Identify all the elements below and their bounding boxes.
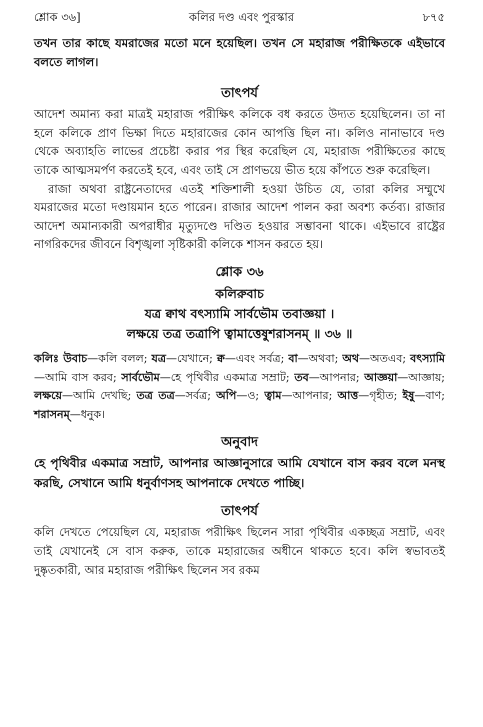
synonym-meaning: সর্বত্র: [185, 389, 208, 403]
purport-paragraph-1: আদেশ অমান্য করা মাত্রই মহারাজ পরীক্ষিৎ কলিকে বধ করতে উদ্যত হয়েছিলেন। তা না হলে কলিকে প্রাণ ভিক্ষা দিতে মহারাজের কোন আপত্তি ছিল না। কলিও নানাভাবে দণ্ড থেকে অব্যাহতি লাভের প্রচেষ্টা করার পর স্থির করেছিল যে, মহারাজ পরীক্ষিতের কাছে তাকে আত্মসমর্পণ করতেই হবে, এবং তাই সে প্রাণভয়ে ভীত হয়ে কাঁপতে শুরু করেছিল।: [34, 107, 445, 177]
verse-speaker: কলিরুবাচ: [215, 285, 264, 301]
synonym-word: আত্ত: [337, 389, 359, 403]
synonym-word: বৎস্যামি: [410, 351, 445, 365]
synonym-meaning: কলি বলল: [98, 351, 144, 365]
verse-line-2: লক্ষয়ে তত্র তত্রাপি ত্বামাত্তেষুশরাসনম্ ॥ ৩৬ ॥: [126, 325, 353, 341]
synonym-word: তত্র তত্র: [136, 389, 175, 403]
synonym-meaning: আমি বাস করব: [45, 370, 113, 384]
synonym-word: তব: [294, 370, 309, 384]
synonym-meaning: এবং সর্বত্র: [235, 351, 281, 365]
synonym-meaning: বাণ: [425, 389, 442, 403]
header-chapter-title: কলির দণ্ড এবং পুরস্কার: [188, 10, 295, 24]
synonym-meaning: ধনুক: [80, 407, 102, 421]
synonym-meaning: অতএব: [370, 351, 403, 365]
purport-2-paragraph: কলি দেখতে পেয়েছিল যে, মহারাজ পরীক্ষিৎ ছিলেন সারা পৃথিবীর একচ্ছত্র সম্রাট, এবং তাই যেখানেই সে বাস করুক, তাকে মহারাজের অধীনে থাকতে হবে। কলি স্বভাবতই দুষ্কৃতকারী, আর মহারাজ পরীক্ষিৎ ছিলেন সব রকম: [34, 525, 445, 577]
header-verse-ref: শ্লোক ৩৬]: [34, 10, 81, 24]
translation-heading: অনুবাদ: [221, 435, 258, 451]
synonym-word: ক্ব: [216, 351, 225, 365]
synonym-meaning: আপনার: [319, 370, 356, 384]
verse-heading: শ্লোক ৩৬: [215, 264, 264, 280]
translation-text: হে পৃথিবীর একমাত্র সম্রাট, আপনার আজ্ঞানুসারে আমি যেখানে বাস করব বলে মনস্থ করছি, সেখানে আমি ধনুর্বাণসহ আপনাকে দেখতে পাচ্ছি।: [34, 456, 445, 490]
synonym-meaning: হে পৃথিবীর একমাত্র সম্রাট: [170, 370, 286, 384]
synonym-meaning: যেখানে: [176, 351, 210, 365]
synonym-word: যত্র: [151, 351, 166, 365]
synonym-word: ত্বাম: [264, 389, 282, 403]
synonym-meaning: আমি দেখছি: [73, 389, 128, 403]
synonym-meaning: ও: [247, 389, 256, 403]
synonym-word: আজ্ঞয়া: [364, 370, 398, 384]
synonym-word: বা: [288, 351, 298, 365]
synonym-word: অপি: [216, 389, 237, 403]
page-header: [34, 6, 445, 28]
purport-heading: তাৎপর্য: [221, 86, 258, 102]
synonym-word: লক্ষয়ে: [34, 389, 63, 403]
header-page-number: ৮৭৫: [422, 10, 445, 24]
synonym-word: অথ: [342, 351, 360, 365]
synonym-word: ইষু: [402, 389, 415, 403]
synonym-word: শরাসনম্: [34, 407, 70, 421]
synonym-word: কলিঃ উবাচ: [34, 351, 88, 365]
synonym-meaning: অথবা: [308, 351, 335, 365]
synonyms-block: কলিঃ উবাচ—কলি বলল; যত্র—যেখানে; ক্ব—এবং সর্বত্র; বা—অথবা; অথ—অতএব; বৎস্যামি—আমি বাস করব; সার্বভৌম—হে পৃথিবীর একমাত্র সম্রাট; তব—আপনার; আজ্ঞয়া—আজ্ঞায়; লক্ষয়ে—আমি দেখছি; তত্র তত্র—সর্বত্র; অপি—ও; ত্বাম—আপনার; আত্ত—গৃহীত; ইষু—বাণ; শরাসনম্—ধনুক।: [34, 351, 446, 421]
synonym-meaning: আজ্ঞায়: [408, 370, 442, 384]
synonym-word: সার্বভৌম: [121, 370, 160, 384]
verse-line-1: যত্র ক্বাথ বৎস্যামি সার্বভৌম তবাজ্ঞয়া ।: [144, 305, 335, 321]
synonym-meaning: আপনার: [292, 389, 329, 403]
purport-heading-2: তাৎপর্য: [221, 504, 258, 520]
synonym-meaning: গৃহীত: [369, 389, 394, 403]
purport-paragraph-2: রাজা অথবা রাষ্ট্রনেতাদের এতই শক্তিশালী হওয়া উচিত যে, তারা কলির সম্মুখে যমরাজের মতো দণ্ডায়মান হতে পারেন। রাজার আদেশ পালন করা অবশ্য কর্তব্য। রাজার আদেশ অমান্যকারী অপরাধীর মৃত্যুদণ্ডে দণ্ডিত হওয়ার সম্ভাবনা থাকে। এইভাবে রাষ্ট্রের নাগরিকদের জীবনে বিশৃঙ্খলা সৃষ্টিকারী কলিকে শাসন করতে হয়।: [34, 181, 445, 252]
intro-text: তখন তার কাছে যমরাজের মতো মনে হয়েছিল। তখন সে মহারাজ পরীক্ষিতকে এইভাবে বলতে লাগল।: [34, 36, 445, 69]
